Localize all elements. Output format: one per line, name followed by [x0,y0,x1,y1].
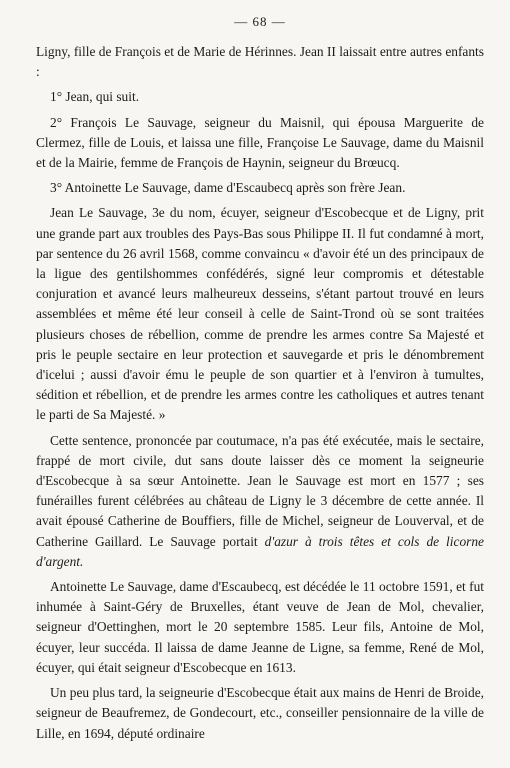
paragraph-item-2: 2° François Le Sauvage, seigneur du Maisnil, qui épousa Marguerite de Clermez, fille de Louis, et laissa une fille, Françoise Le Sauvage, dame du Maisnil et de la Mairie, femme de François de Haynin, seigneur du Brœucq. [36,114,484,171]
paragraph-item-1: 1° Jean, qui suit. [50,89,140,105]
paragraph-jean-le-sauvage: Jean Le Sauvage, 3e du nom, écuyer, seigneur d'Escobecque et de Ligny, prit une grande part aux troubles des Pays-Bas sous Philippe II. Il fut condamné à mort, par sentence du 26 avril 1568, comme convaincu « d'avoir été un des principaux de la ligue des gentilshommes confédérés, signé leur compromis et détestable conjuration et avancé leurs malheureux desseins, s'étant partout trouvé en leurs assemblées et même été leur conseil à celle de Saint-Trond où se sont traitées plusieurs choses de rébellion, comme de prendre les armes contre Sa Majesté et pris le peuple sectaire en leur protection et sauvegarde et pris le dénombrement d'icelui ; aussi d'avoir ému le peuple de son quartier et à l'environ à tumultes, sédition et rébellion, et de prendre les armes contre les catholiques et autres tenant le parti de Sa Majesté. » [36,205,484,423]
coat-of-arms-text: d'azur à trois têtes et cols de licorne d'argent. [36,533,484,569]
paragraph-sentence-text: Cette sentence, prononcée par coutumace, n'a pas été exécutée, mais le sectaire, frappé de mort civile, dut sans doute laisser dès ce moment la seigneurie d'Escobecque à sa sœur Antoinette. Jean le Sauvage est mort en 1577 ; ses funérailles furent célébrées au château de Ligny le 3 décembre de cette année. Il avait épousé Catherine de Bouffiers, fille de Michel, seigneur de Louverval, et de Catherine Gaillard. Le Sauvage portait [36,432,484,549]
paragraph-item-3: 3° Antoinette Le Sauvage, dame d'Escaubecq après son frère Jean. [50,180,406,196]
paragraph-sentence [36,431,484,572]
page-number: — 68 — [234,14,286,29]
paragraph-intro: Ligny, fille de François et de Marie de Hérinnes. Jean II laissait entre autres enfants : [36,44,484,80]
paragraph-later-lords: Un peu plus tard, la seigneurie d'Escobecque était aux mains de Henri de Broide, seigneur de Beaufremez, de Gondecourt, etc., conseiller pensionnaire de la ville de Lille, en 1694, député ordinaire [36,685,484,741]
paragraph-antoinette: Antoinette Le Sauvage, dame d'Escaubecq, est décédée le 11 octobre 1591, et fut inhumée à Saint-Géry de Bruxelles, étant veuve de Jean de Mol, chevalier, seigneur d'Oettinghen, mort le 20 septembre 1585. Leur fils, Antoine de Mol, écuyer, leur succéda. Il laissa de dame Jeanne de Ligne, sa femme, René de Mol, écuyer, qui était seigneur d'Escobecque en 1613. [36,579,484,675]
